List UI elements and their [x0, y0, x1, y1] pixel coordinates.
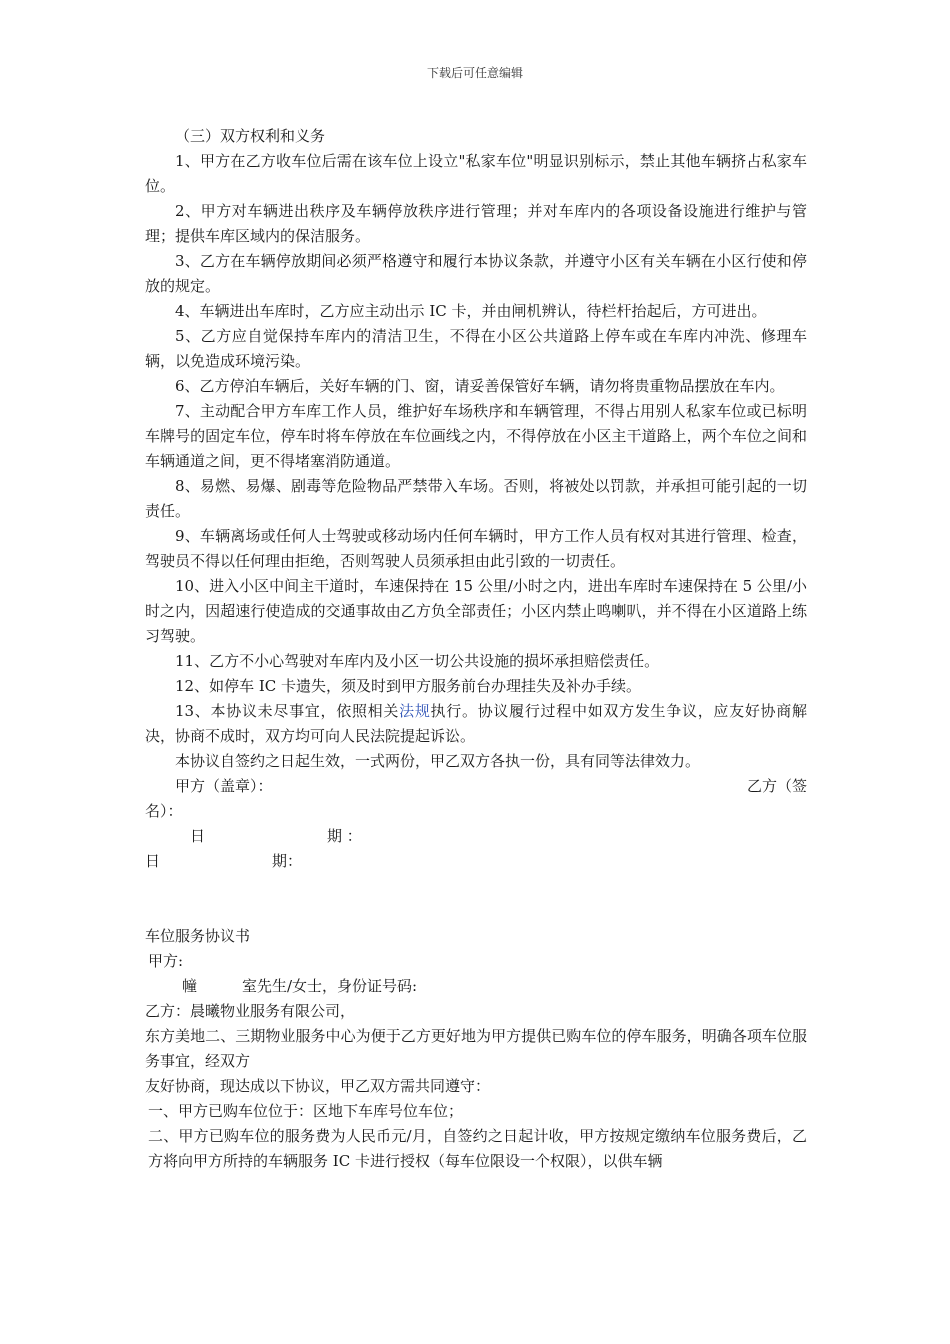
clause-1: 1、甲方在乙方收车位后需在该车位上设立"私家车位"明显识别标示，禁止其他车辆挤占私家车位。 [145, 152, 807, 195]
second-intro-2: 友好协商，现达成以下协议，甲乙双方需共同遵守： [145, 1077, 491, 1095]
clause-5: 5、乙方应自觉保持车库内的清洁卫生，不得在小区公共道路上停车或在车库内冲洗、修理车辆，以免造成环境污染。 [145, 327, 807, 370]
date-b-char-2: 期： [272, 852, 303, 870]
second-item-2: 二、甲方已购车位的服务费为人民币元/月，自签约之日起计收，甲方按规定缴纳车位服务费后，乙方将向甲方所持的车辆服务 IC 卡进行授权（每车位限设一个权限），以供车辆 [148, 1127, 807, 1170]
second-intro-1: 东方美地二、三期物业服务中心为便于乙方更好地为甲方提供已购车位的停车服务，明确各项车位服务事宜，经双方 [145, 1027, 807, 1070]
date-b-char-1: 日 [145, 852, 161, 870]
clause-13 [145, 699, 807, 749]
date-row-a [145, 824, 807, 849]
date-a-char-1: 日 [190, 827, 206, 845]
effect-clause: 本协议自签约之日起生效，一式两份，甲乙双方各执一份，具有同等法律效力。 [175, 752, 701, 770]
second-party-b: 乙方：晨曦物业服务有限公司， [145, 1002, 356, 1020]
second-item-1: 一、甲方已购车位位于：区地下车库号位车位； [148, 1102, 464, 1120]
signature-row [145, 774, 807, 799]
clause-8: 8、易燃、易爆、剧毒等危险物品严禁带入车场。否则，将被处以罚款，并承担可能引起的一切责任。 [145, 477, 807, 520]
date-a-char-2: 期 ： [327, 827, 362, 845]
party-a-seal-label: 甲方（盖章）： [175, 777, 273, 795]
date-row-b [145, 849, 807, 874]
clause-10: 10、进入小区中间主干道时，车速保持在 15 公里/小时之内，进出车库时车速保持在 5 公里/小时之内，因超速行使造成的交通事故由乙方负全部责任；小区内禁止鸣喇叭，并不得在小区道路上练习驾驶。 [145, 577, 807, 645]
second-party-a-label: 甲方: [148, 952, 184, 970]
party-b-sign-label-cont: 名）： [145, 802, 183, 820]
document-body [145, 124, 807, 1174]
clause-6: 6、乙方停泊车辆后，关好车辆的门、窗，请妥善保管好车辆，请勿将贵重物品摆放在车内。 [175, 377, 785, 395]
clause-13-text-after: 执行。协议履行过程中如双方发生争议，应友好协商解决，协商不成时，双方均可向人民法院提起诉讼。 [145, 702, 807, 745]
clause-13-text-before: 13、本协议未尽事宜，依照相关 [175, 702, 400, 720]
room-building: 幢 [182, 977, 198, 995]
clause-3: 3、乙方在车辆停放期间必须严格遵守和履行本协议条款，并遵守小区有关车辆在小区行使和停放的规定。 [145, 252, 807, 295]
clause-4: 4、车辆进出车库时，乙方应主动出示 IC 卡，并由闸机辨认，待栏杆抬起后，方可进出。 [175, 302, 767, 320]
clause-7: 7、主动配合甲方车库工作人员，维护好车场秩序和车辆管理，不得占用别人私家车位或已标明车牌号的固定车位，停车时将车停放在车位画线之内，不得停放在小区主干道路上，两个车位之间和车辆通道之间，更不得堵塞消防通道。 [145, 402, 807, 470]
party-b-sign-label: 乙方（签 [746, 777, 807, 795]
room-row [145, 974, 807, 999]
room-owner-id: 室先生/女士，身份证号码: [242, 977, 418, 995]
second-agreement-title: 车位服务协议书 [145, 927, 251, 945]
clause-12: 12、如停车 IC 卡遗失，须及时到甲方服务前台办理挂失及补办手续。 [175, 677, 642, 695]
page-header: 下载后可任意编辑 [426, 66, 523, 80]
clause-2: 2、甲方对车辆进出秩序及车辆停放秩序进行管理；并对车库内的各项设备设施进行维护与管理；提供车库区域内的保洁服务。 [145, 202, 807, 245]
spacer [145, 874, 807, 924]
clause-9: 9、车辆离场或任何人士驾驶或移动场内任何车辆时，甲方工作人员有权对其进行管理、检查，驾驶员不得以任何理由拒绝，否则驾驶人员须承担由此引致的一切责任。 [145, 527, 807, 570]
section-title: （三）双方权利和义务 [175, 127, 326, 145]
law-link[interactable]: 法规 [399, 702, 431, 720]
clause-11: 11、乙方不小心驾驶对车库内及小区一切公共设施的损坏承担赔偿责任。 [175, 652, 660, 670]
